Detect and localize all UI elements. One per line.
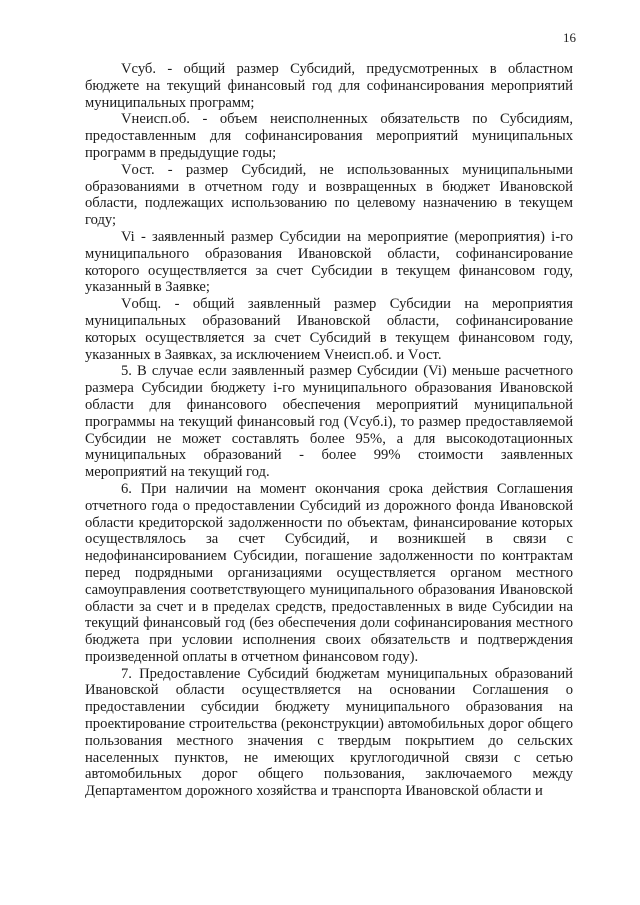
- definition-v-ost: Vост. - размер Субсидий, не использованных муниципальными образованиями в отчетном году и возвращенных в бюджет Ивановской области, подлежащих использованию по целевому назначению в текущем году;: [85, 161, 573, 229]
- clause-7: 7. Предоставление Субсидий бюджетам муниципальных образований Ивановской области осуществляется на основании Соглашения о предоставлении субсидии бюджету муниципального образования на проектирование строительства (реконструкции) автомобильных дорог общего пользования местного значения с твердым покрытием до сельских населенных пунктов, не имеющих круглогодичной связи с сетью автомобильных дорог общего пользования, заключаемого между Департаментом дорожного хозяйства и транспорта Ивановской области и: [85, 665, 573, 800]
- definition-v-neisp: Vнеисп.об. - объем неисполненных обязательств по Субсидиям, предоставленным для софинансирования мероприятий муниципальных программ в предыдущие годы;: [85, 111, 573, 161]
- clause-6: 6. При наличии на момент окончания срока действия Соглашения отчетного года о предоставлении Субсидий из дорожного фонда Ивановской области кредиторской задолженности по объектам, финансирование которых осуществлялось за счет Субсидий, и возникшей в связи с недофинансированием Субсидии, погашение задолженности по контрактам перед подрядными организациями осуществляется органом местного самоуправления соответствующего муниципального образования Ивановской области за счет и в пределах средств, предоставленных в виде Субсидии на текущий финансовый год (без обеспечения доли софинансирования местного бюджета при условии исполнения своих обязательств и подтверждения произведенной оплаты в отчетном финансовом году).: [85, 480, 573, 665]
- page-number: 16: [563, 30, 576, 45]
- definition-v-i: Vi - заявленный размер Субсидии на мероприятие (мероприятия) i-го муниципального образования Ивановской области, софинансирование которого осуществляется за счет Субсидии в текущем финансовом году, указанный в Заявке;: [85, 228, 573, 296]
- document-body: [85, 61, 573, 800]
- definition-v-sub: Vсуб. - общий размер Субсидий, предусмотренных в областном бюджете на текущий финансовый год для софинансирования мероприятий муниципальных программ;: [85, 61, 573, 111]
- definition-v-obsh: Vобщ. - общий заявленный размер Субсидии на мероприятия муниципальных образований Ивановской области, софинансирование которых осуществляется за счет Субсидий в текущем финансовом году, указанных в Заявках, за исключением Vнеисп.об. и Vост.: [85, 296, 573, 363]
- clause-5: 5. В случае если заявленный размер Субсидии (Vi) меньше расчетного размера Субсидии бюджету i-го муниципального образования Ивановской области для финансового обеспечения мероприятий муниципальной программы на текущий финансовый год (Vсуб.i), то размер предоставляемой Субсидии не может составлять более 95%, а для высокодотационных муниципальных образований - более 99% стоимости заявленных мероприятий на текущий год.: [85, 363, 573, 481]
